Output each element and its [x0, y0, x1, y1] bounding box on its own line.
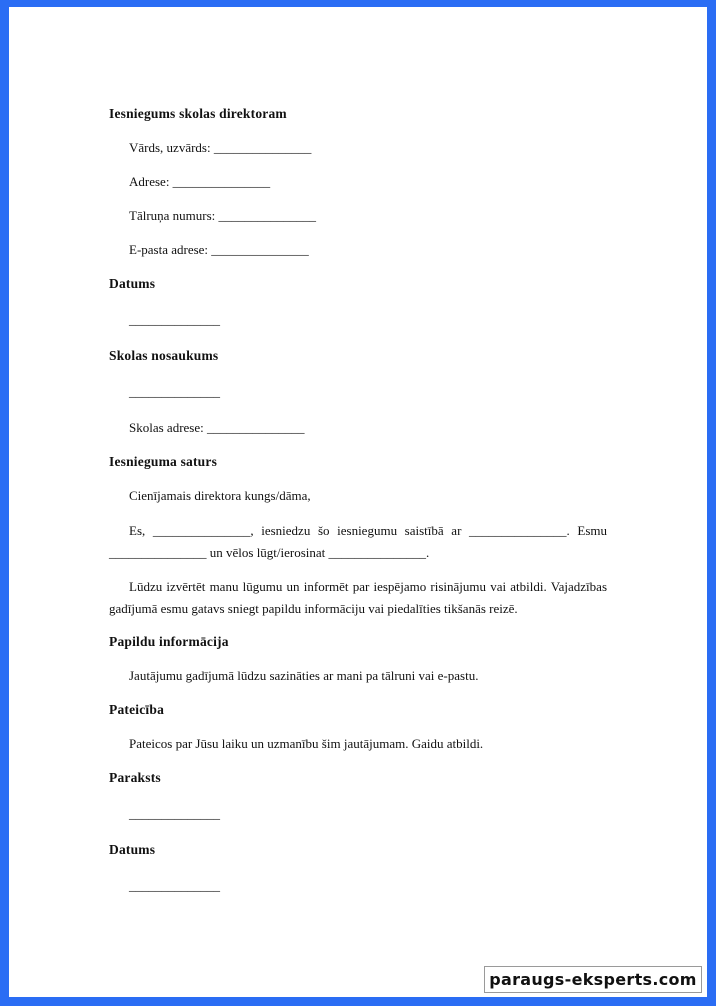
school-address-field-line: Skolas adrese: _______________: [129, 420, 305, 435]
final-date-heading: Datums: [109, 842, 156, 857]
thanks-heading: Pateicība: [109, 702, 165, 717]
phone-field-line: Tālruņa numurs: _______________: [129, 208, 317, 223]
greeting-line: Cienījamais direktora kungs/dāma,: [129, 488, 311, 503]
document-title: Iesniegums skolas direktoram: [109, 106, 287, 121]
date-blank-line: ______________: [129, 312, 220, 327]
final-date-blank-line: ______________: [129, 878, 220, 893]
content-paragraph-1: Es, _______________, iesniedzu šo iesniegumu saistībā ar _______________. Esmu _______________ un vēlos lūgt/ierosinat _______________.: [109, 523, 607, 560]
signature-heading: Paraksts: [109, 770, 161, 785]
thanks-text: Pateicos par Jūsu laiku un uzmanību šim jautājumam. Gaidu atbildi.: [129, 736, 484, 751]
name-field-line: Vārds, uzvārds: _______________: [129, 140, 312, 155]
site-watermark: paraugs-eksperts.com: [484, 966, 702, 993]
document-body: [109, 104, 607, 912]
signature-blank-line: ______________: [129, 806, 220, 821]
document-page: [9, 7, 707, 997]
additional-info-text: Jautājumu gadījumā lūdzu sazināties ar mani pa tālruni vai e-pastu.: [129, 668, 479, 683]
additional-info-heading: Papildu informācija: [109, 634, 229, 649]
date-heading: Datums: [109, 276, 156, 291]
content-paragraph-2: Lūdzu izvērtēt manu lūgumu un informēt par iespējamo risinājumu vai atbildi. Vajadzības gadījumā esmu gatavs sniegt papildu informāciju vai piedalīties tikšanās reizē.: [109, 579, 607, 616]
email-field-line: E-pasta adrese: _______________: [129, 242, 309, 257]
school-name-blank-line: ______________: [129, 384, 220, 399]
school-name-heading: Skolas nosaukums: [109, 348, 219, 363]
content-heading: Iesnieguma saturs: [109, 454, 218, 469]
address-field-line: Adrese: _______________: [129, 174, 271, 189]
